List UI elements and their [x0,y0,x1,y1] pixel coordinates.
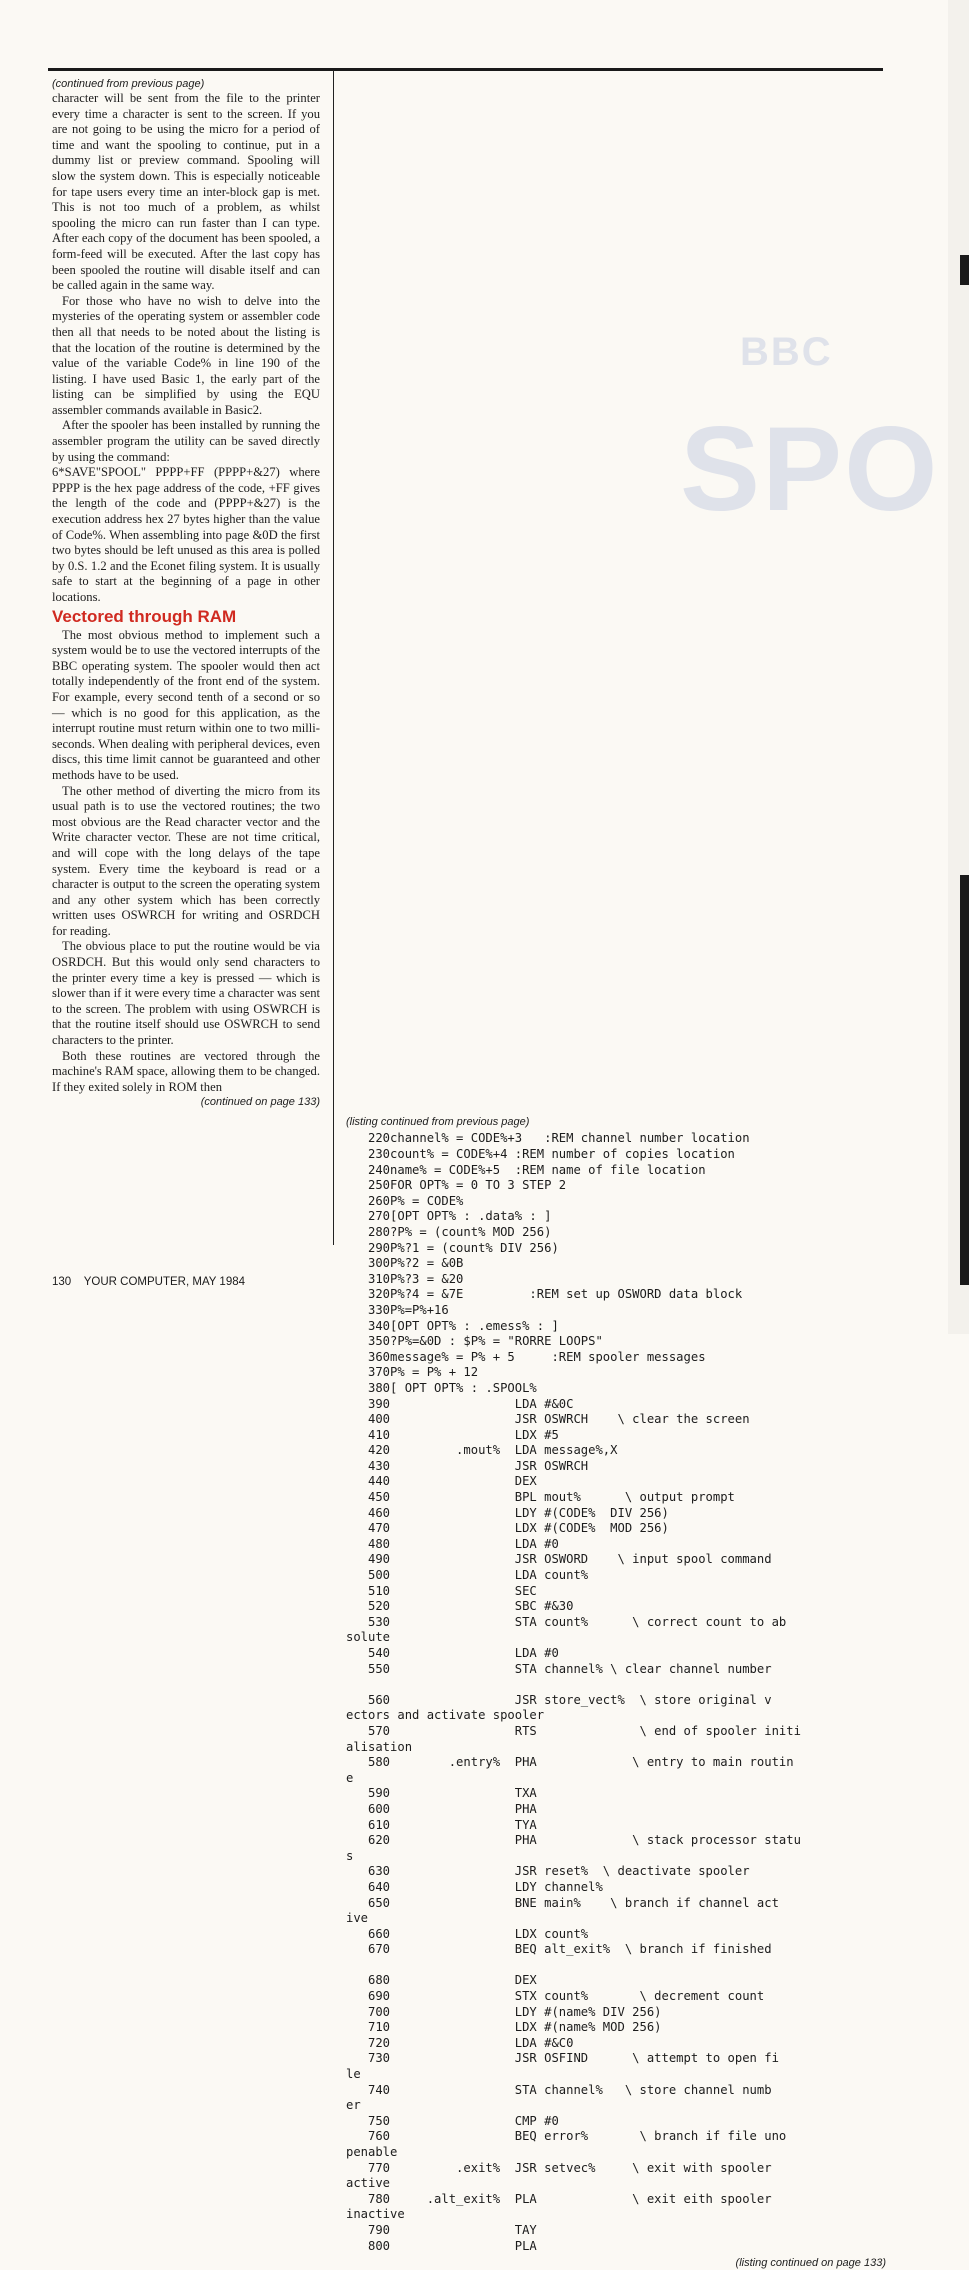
page-footer [52,1276,245,1288]
listing-code: 220channel% = CODE%+3 :REM channel number location 230count% = CODE%+4 :REM number of copies location 240name% = CODE%+5 :REM name of file location 250FOR OPT% = 0 TO 3 STEP 2 260P% = CODE% 270[OPT OPT% : .data% : ] 280?P% = (count% MOD 256) 290P%?1 = (count% DIV 256) 300P%?2 = &0B 310P%?3 = &20 320P%?4 = &7E :REM set up OSWORD data block 330P%=P%+16 340[OPT OPT% : .emess% : ] 350?P%=&0D : $P% = "RORRE LOOPS" 360message% = P% + 5 :REM spooler messages 370P% = P% + 12 380[ OPT OPT% : .SPOOL% 390 LDA #&0C 400 JSR OSWRCH \ clear the screen 410 LDX #5 420 .mout% LDA message%,X 430 JSR OSWRCH 440 DEX 450 BPL mout% \ output prompt 460 LDY #(CODE% DIV 256) 470 LDX #(CODE% MOD 256) 480 LDA #0 490 JSR OSWORD \ input spool command 500 LDA count% 510 SEC 520 SBC #&30 530 STA count% \ correct count to ab solute 540 LDA #0 550 STA channel% \ clear channel number 560 JSR store_vect% \ store original v ectors and activate spooler 570 RTS \ end of spooler initi alisation 580 .entry% PHA \ entry to main routin e 590 TXA 600 PHA 610 TYA 620 PHA \ stack processor statu s 630 JSR reset% \ deactivate spooler 640 LDY channel% 650 BNE main% \ branch if channel act ive 660 LDX count% 670 BEQ alt_exit% \ branch if finished 680 DEX 690 STX count% \ decrement count 700 LDY #(name% DIV 256) 710 LDX #(name% MOD 256) 720 LDA #&C0 730 JSR OSFIND \ attempt to open fi le 740 STA channel% \ store channel numb er 750 CMP #0 760 BEQ error% \ branch if file uno penable 770 .exit% JSR setvec% \ exit with spooler active 780 .alt_exit% PLA \ exit eith spooler inactive 790 TAY 800 PLA [346,1131,801,2253]
adjacent-page-bar [960,875,969,1285]
publication-name: YOUR COMPUTER, MAY 1984 [83,1276,246,1288]
background-spool-ghost: SPO [680,402,940,536]
column-divider [333,70,334,1245]
page-number: 130 [52,1276,72,1288]
program-listing [346,1115,886,2270]
body-paragraph: The other method of diverting the micro from its usual path is to use the vectored routines; the two most obvious are the Read character vector and the Write character vector. These are not time critical, and will cope with the long delays of the tape system. Every time the keyboard is read or a character is output to the screen the operating system and any other system which has been correctly written uses OSWRCH for writing and OSRDCH for reading. [52,783,320,938]
body-paragraph: After the spooler has been installed by running the assembler program the utility can be saved directly by using the command: [52,418,320,464]
adjacent-page-bar [960,255,969,285]
background-title-ghost: BBC [740,330,833,374]
listing-continued-on-note: (listing continued on page 133) [735,2257,886,2270]
listing-continued-from-note: (listing continued from previous page) [346,1116,530,1129]
body-paragraph: Both these routines are vectored through the machine's RAM space, allowing them to be changed. If they exited solely in ROM then [52,1048,320,1094]
body-paragraph: The obvious place to put the routine would be via OSRDCH. But this would only send characters to the printer every time a key is pressed — which is slower than if it were every time a character was sent to the screen. The problem with using OSWRCH is that the routine itself should use OSWRCH to send characters to the printer. [52,939,320,1048]
continued-on-note: (continued on page 133) [200,1096,320,1109]
body-paragraph: 6*SAVE"SPOOL" PPPP+FF (PPPP+&27) where PPPP is the hex page address of the code, +FF gives the length of the code and (PPPP+&27) is the execution address hex 27 bytes higher than the value of Code%. When assembling into page &0D the first two bytes should be left unused as this area is polled by 0.S. 1.2 and the Econet filing system. It is usually safe to start at the beginning of a page in other locations. [52,465,320,604]
continued-from-note: (continued from previous page) [52,78,205,90]
body-paragraph: The most obvious method to implement such a system would be to use the vectored interrupts of the BBC operating system. The spooler would then act totally independently of the front end of the system. For example, every second tenth of a second or so — which is no good for this application, as the interrupt routine must return within one to two milli-seconds. When dealing with peripheral devices, even discs, this time limit cannot be guaranteed and other methods have to be used. [52,627,320,782]
body-paragraph: For those who have no wish to delve into the mysteries of the operating system or assembler code then all that needs to be noted about the listing is that the location of the routine is determined by the value of the variable Code% in line 190 of the listing. I have used Basic 1, the early part of the listing can be simplified by using the EQU assembler commands available in Basic2. [52,293,320,417]
top-rule [48,68,883,71]
article-body-column [52,77,320,1109]
body-paragraph: character will be sent from the file to the printer every time a character is sent to the screen. If you are not going to be using the micro for a period of time and want the spooling to continue, put in a dummy list or preview command. Spooling will slow the system down. This is especially noticeable for tape users every time an inter-block gap is met. This is not too much of a problem, as whilst spooling the micro can run faster than I can type. After each copy of the document has been spooled, a form-feed will be executed. After the last copy has been spooled the routine will disable itself and can be called again in the same way. [52,91,320,293]
section-heading: Vectored through RAM [52,606,237,626]
